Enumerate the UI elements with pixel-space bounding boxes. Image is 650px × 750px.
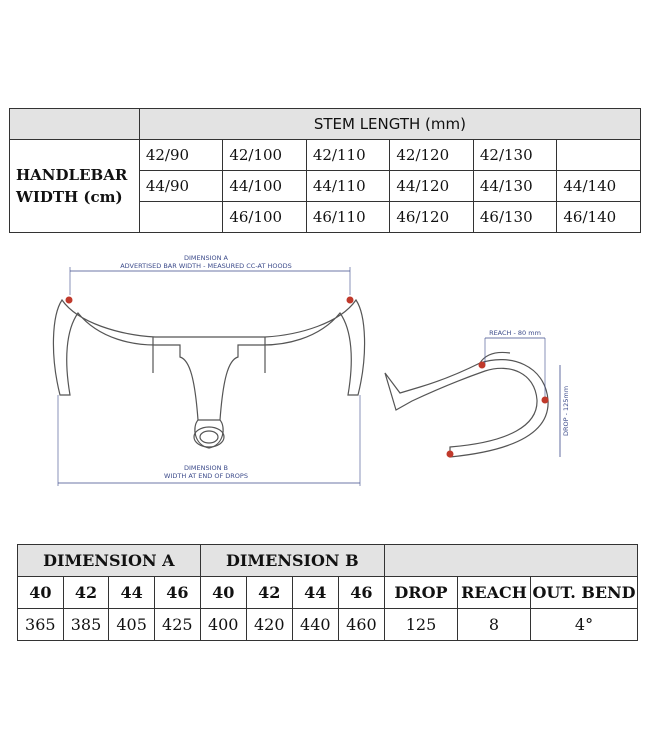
table-cell: 44/130 [473, 171, 557, 202]
table-cell: 42/110 [306, 140, 390, 171]
dimension-b-annotation [58, 395, 360, 486]
stem-length-header: STEM LENGTH (mm) [139, 109, 640, 140]
handlebar-side-view [385, 352, 548, 457]
measure-point-right-hood [347, 297, 354, 304]
reach-header: REACH [458, 577, 531, 609]
table-cell: 46/130 [473, 202, 557, 233]
table-cell: 46/120 [390, 202, 474, 233]
a-width-header: 40 [18, 577, 64, 609]
drop-label: DROP - 125mm [562, 385, 570, 437]
measure-point-bend [542, 397, 549, 404]
dimension-b-title: DIMENSION B [183, 464, 229, 472]
b-value: 460 [338, 609, 384, 641]
dimension-b-subtitle: WIDTH AT END OF DROPS [164, 472, 248, 480]
dimension-table [17, 544, 638, 641]
a-value: 405 [109, 609, 155, 641]
measure-point-drop [447, 451, 454, 458]
table-cell: 46/100 [223, 202, 307, 233]
b-width-header: 42 [246, 577, 292, 609]
table-cell: 46/110 [306, 202, 390, 233]
b-value: 400 [200, 609, 246, 641]
stem-length-table [9, 108, 641, 233]
a-value: 425 [154, 609, 200, 641]
drop-value: 125 [385, 609, 458, 641]
table-cell: 44/90 [139, 171, 223, 202]
table-cell: 42/120 [390, 140, 474, 171]
a-width-header: 44 [109, 577, 155, 609]
a-value: 385 [63, 609, 109, 641]
dimension-a-title: DIMENSION A [183, 254, 229, 262]
a-width-header: 42 [63, 577, 109, 609]
a-width-header: 46 [154, 577, 200, 609]
table-cell: 44/100 [223, 171, 307, 202]
dimension-b-header: DIMENSION B [200, 545, 384, 577]
b-width-header: 46 [338, 577, 384, 609]
table-cell: 42/90 [139, 140, 223, 171]
row-label-line-1: HANDLEBAR [16, 166, 128, 184]
reach-value: 8 [458, 609, 531, 641]
table-cell [557, 140, 641, 171]
b-value: 440 [292, 609, 338, 641]
handlebar-width-label [10, 140, 140, 233]
a-value: 365 [18, 609, 64, 641]
dimension-a-subtitle: ADVERTISED BAR WIDTH - MEASURED CC-AT HOODS [120, 262, 292, 270]
out-bend-value: 4° [531, 609, 638, 641]
table-cell: 42/100 [223, 140, 307, 171]
row-label-line-2: WIDTH (cm) [16, 188, 123, 206]
side-view-annotation [485, 329, 570, 457]
table-cell: 46/140 [557, 202, 641, 233]
b-width-header: 40 [200, 577, 246, 609]
b-value: 420 [246, 609, 292, 641]
drop-header: DROP [385, 577, 458, 609]
table-cell: 44/110 [306, 171, 390, 202]
header-blank-cell [10, 109, 140, 140]
handlebar-front-view [53, 300, 364, 448]
table-cell [139, 202, 223, 233]
handlebar-diagram [40, 245, 580, 495]
table-cell: 44/120 [390, 171, 474, 202]
table-cell: 44/140 [557, 171, 641, 202]
table-cell: 42/130 [473, 140, 557, 171]
extra-header-blank [385, 545, 638, 577]
measure-point-reach [479, 362, 486, 369]
out-bend-header: OUT. BEND [531, 577, 638, 609]
dimension-a-header: DIMENSION A [18, 545, 201, 577]
reach-label: REACH - 80 mm [489, 329, 541, 337]
b-width-header: 44 [292, 577, 338, 609]
dimension-a-annotation [70, 254, 350, 295]
measure-point-left-hood [66, 297, 73, 304]
